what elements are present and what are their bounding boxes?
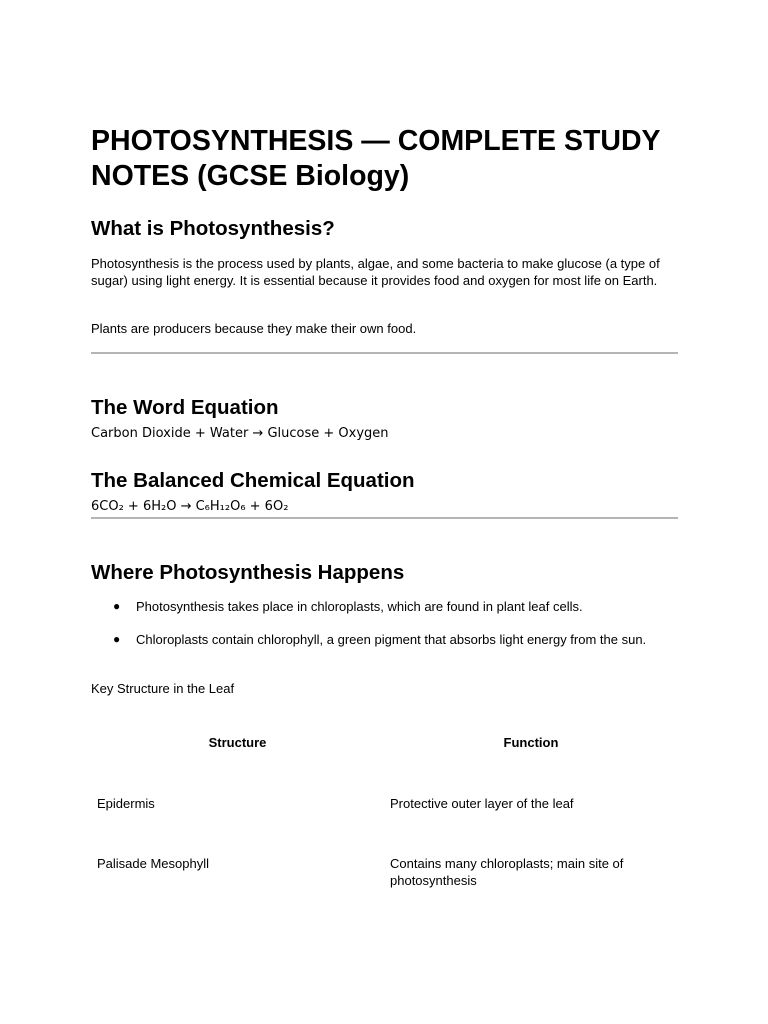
chemical-equation: 6CO₂ + 6H₂O → C₆H₁₂O₆ + 6O₂	[91, 499, 289, 514]
bullet-icon: ●	[113, 599, 121, 613]
paragraph-producers: Plants are producers because they make their own food.	[91, 321, 417, 336]
table-header-function: Function	[503, 735, 559, 750]
list-item	[91, 598, 691, 615]
horizontal-rule	[91, 352, 678, 354]
table-caption: Key Structure in the Leaf	[91, 681, 235, 696]
table-cell: Palisade Mesophyll	[97, 856, 210, 871]
section-heading-balanced-equation: The Balanced Chemical Equation	[91, 469, 415, 492]
bullet-icon: ●	[113, 632, 121, 646]
list-item-text: Chloroplasts contain chlorophyll, a green pigment that absorbs light energy from the sun.	[136, 632, 647, 647]
document-title: PHOTOSYNTHESIS — COMPLETE STUDY NOTES (GCSE Biology)	[91, 125, 661, 192]
section-heading-what-is: What is Photosynthesis?	[91, 217, 335, 240]
bullet-list	[91, 598, 691, 664]
table-cell: Epidermis	[97, 796, 155, 811]
section-heading-word-equation: The Word Equation	[91, 396, 279, 419]
list-item	[91, 631, 691, 648]
table-cell: Protective outer layer of the leaf	[390, 796, 574, 811]
horizontal-rule	[91, 517, 678, 519]
section-heading-where: Where Photosynthesis Happens	[91, 561, 405, 584]
table-header-structure: Structure	[208, 735, 267, 750]
word-equation: Carbon Dioxide + Water → Glucose + Oxygen	[91, 426, 389, 441]
list-item-text: Photosynthesis takes place in chloroplasts, which are found in plant leaf cells.	[136, 599, 583, 614]
paragraph-definition: Photosynthesis is the process used by plants, algae, and some bacteria to make glucose (a type of sugar) using light energy. It is essential because it provides food and oxygen for most life on Earth.	[91, 256, 660, 288]
table-cell: Contains many chloroplasts; main site of photosynthesis	[390, 856, 624, 888]
